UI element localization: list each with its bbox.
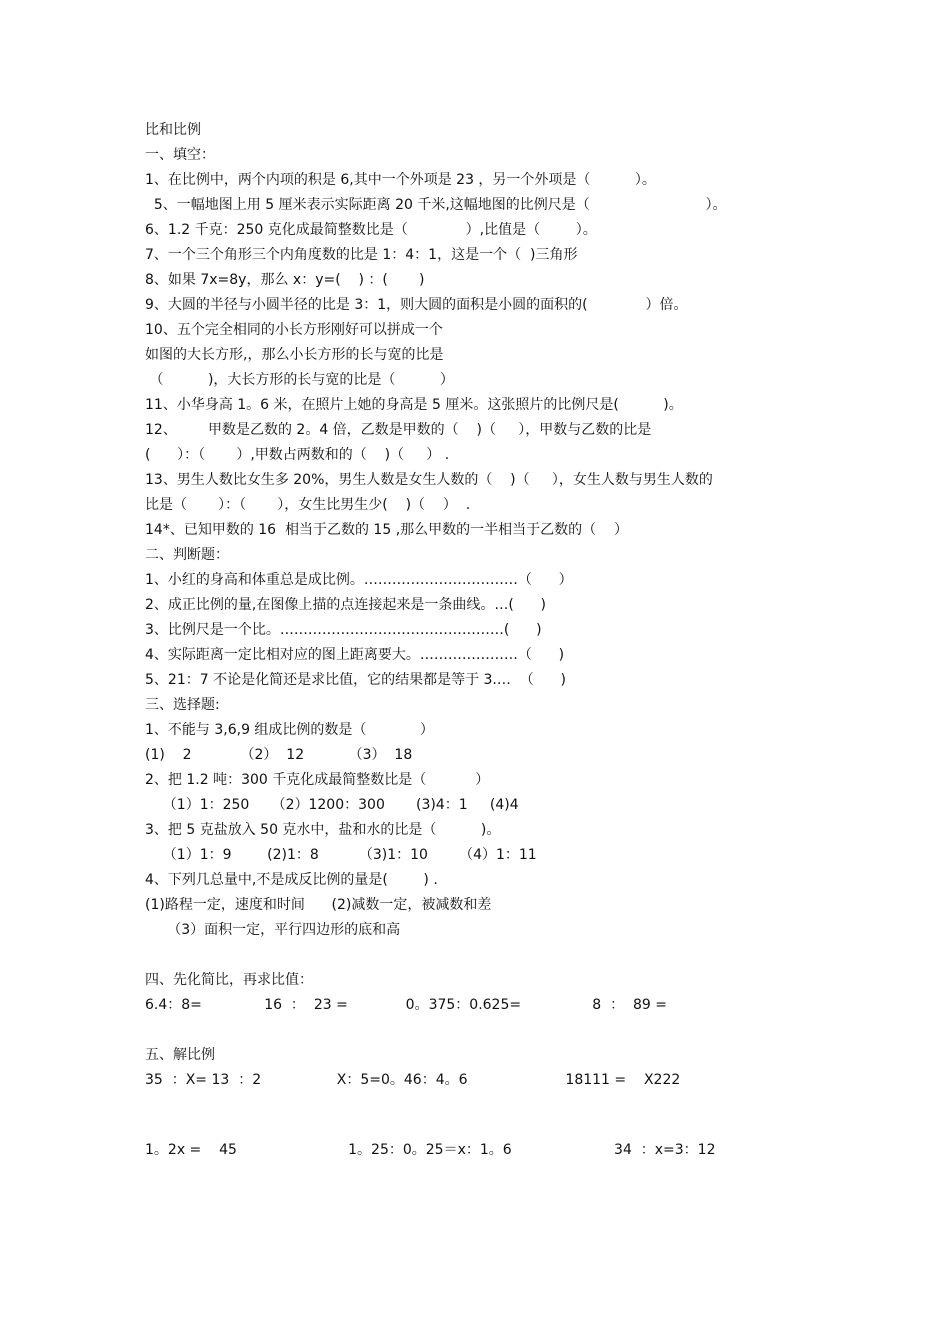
question-1-10-line-3: （ )，大长方形的长与宽的比是（ ） — [145, 372, 454, 388]
choice-4-options-a: (1)路程一定，速度和时间 (2)减数一定，被减数和差 — [145, 897, 492, 913]
proportion-row-2: 1。2x = 45 1。25：0。25＝x：1。6 34 ：x=3：12 — [145, 1142, 716, 1158]
section-5-heading: 五、解比例 — [145, 1047, 215, 1063]
question-1-13-line-1: 13、男生人数比女生多 20%，男生人数是女生人数的（ )（ ），女生人数与男生人数的 — [145, 472, 713, 488]
judge-4: 4、实际距离一定比相对应的图上距离要大。…………………（ ) — [145, 647, 565, 663]
question-1-5: 5、一幅地图上用 5 厘米表示实际距离 20 千米,这幅地图的比例尺是（ ）。 — [145, 197, 727, 213]
question-1-11: 11、小华身高 1。6 米，在照片上她的身高是 5 厘米。这张照片的比例尺是( )。 — [145, 397, 683, 413]
choice-3-options: （1）1：9 (2)1：8 （3)1：10 （4）1：11 — [145, 847, 537, 863]
question-1-10-line-2: 如图的大长方形,，那么小长方形的长与宽的比是 — [145, 347, 444, 363]
worksheet — [145, 118, 845, 1163]
question-1-13-line-2: 比是（ ）：（ ），女生比男生少( )（ ） . — [145, 497, 471, 513]
question-1-1: 1、在比例中，两个内项的积是 6,其中一个外项是 23 ，另一个外项是（ ）。 — [145, 172, 656, 188]
choice-2: 2、把 1.2 吨：300 千克化成最简整数比是（ ） — [145, 772, 490, 788]
question-1-10-line-1: 10、五个完全相同的小长方形刚好可以拼成一个 — [145, 322, 443, 338]
choice-4: 4、下列几总量中,不是成反比例的量是( ) . — [145, 872, 438, 888]
question-1-6: 6、1.2 千克：250 克化成最简整数比是（ ）,比值是（ ）。 — [145, 222, 597, 238]
judge-5: 5、21：7 不论是化简还是求比值，它的结果都是等于 3.… （ ) — [145, 672, 566, 688]
choice-4-options-b: （3）面积一定，平行四边形的底和高 — [145, 922, 401, 938]
question-1-8: 8、如果 7x=8y，那么 x：y=( ) ：( ) — [145, 272, 425, 288]
question-1-12-line-1: 12、 甲数是乙数的 2。4 倍，乙数是甲数的（ )（ ），甲数与乙数的比是 — [145, 422, 652, 438]
choice-1-options: (1) 2 （2） 12 （3） 18 — [145, 747, 413, 763]
spacer — [145, 1018, 845, 1043]
question-1-14: 14*、已知甲数的 16 相当于乙数的 15 ,那么甲数的一半相当于乙数的（ ） — [145, 522, 628, 538]
judge-3: 3、比例尺是一个比。…………………………………………( ) — [145, 622, 542, 638]
section-3-heading: 三、选择题: — [145, 697, 220, 713]
section-1-heading: 一、填空： — [145, 147, 215, 163]
question-1-12-line-2: ( ）：（ ）,甲数占两数和的（ )（ ） . — [145, 447, 450, 463]
choice-3: 3、把 5 克盐放入 50 克水中，盐和水的比是（ )。 — [145, 822, 501, 838]
judge-1: 1、小红的身高和体重总是成比例。……………………………（ ） — [145, 572, 573, 588]
choice-1: 1、不能与 3,6,9 组成比例的数是（ ） — [145, 722, 434, 738]
spacer — [145, 943, 845, 968]
choice-2-options: （1）1：250 （2）1200：300 (3)4：1 (4)4 — [145, 797, 519, 813]
section-2-heading: 二、判断题： — [145, 547, 229, 563]
simplify-ratios: 6.4：8= 16 ： 23 = 0。375：0.625= 8 ： 89 = — [145, 997, 668, 1013]
question-1-9: 9、大圆的半径与小圆半径的比是 3：1，则大圆的面积是小圆的面积的( ）倍。 — [145, 297, 688, 313]
spacer — [145, 1093, 845, 1138]
judge-2: 2、成正比例的量,在图像上描的点连接起来是一条曲线。…( ) — [145, 597, 546, 613]
section-4-heading: 四、先化简比，再求比值： — [145, 972, 313, 988]
proportion-row-1: 35 ：X= 13 ：2 X：5=0。46：4。6 18111 = X222 — [145, 1072, 681, 1088]
page-title: 比和比例 — [145, 122, 201, 138]
question-1-7: 7、一个三个角形三个内角度数的比是 1：4：1，这是一个（ )三角形 — [145, 247, 578, 263]
